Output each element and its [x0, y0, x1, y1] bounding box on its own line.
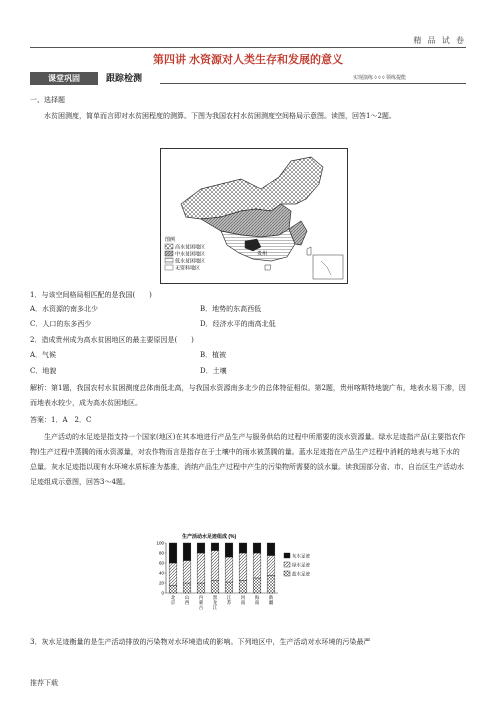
q3-stem: 3．灰水足迹衡量的是生产活动排放的污染物对水环境造成的影响。下列地区中，生产活动对水环境的污染最严 [30, 638, 371, 646]
bar-灰水足迹-山西 [183, 543, 191, 561]
map-legend [165, 236, 205, 272]
x-tick-label-黑龙江-1: 龙 [212, 600, 218, 605]
bar-灰水足迹-黑龙江 [211, 543, 219, 551]
bar-灰水足迹-北京 [169, 543, 177, 563]
page-title: 第四讲 水资源对人类生存和发展的意义 [152, 54, 344, 66]
bar-蓝水足迹-新疆 [267, 576, 275, 594]
x-tick-label-新疆-1: 疆 [268, 600, 274, 605]
map-hainan [265, 265, 271, 270]
legend-swatch-蓝水足迹 [284, 571, 290, 576]
bar-灰水足迹-新疆 [267, 543, 275, 556]
x-tick-label-河南-1: 南 [240, 600, 246, 605]
x-tick-label-内蒙古-0: 内 [198, 595, 204, 600]
bar-蓝水足迹-海南 [253, 578, 261, 593]
chart-svg [148, 531, 326, 619]
bar-蓝水足迹-北京 [169, 586, 177, 594]
bar-蓝水足迹-黑龙江 [211, 581, 219, 594]
y-tick-label-20: 20 [158, 580, 164, 586]
banner-rule [160, 83, 466, 84]
y-tick-label-100: 100 [156, 540, 164, 546]
bar-绿水足迹-新疆 [267, 556, 275, 576]
banner-title: 跟踪检测 [106, 73, 143, 83]
bar-绿水足迹-海南 [253, 553, 261, 578]
x-tick-label-山西-0: 山 [184, 595, 190, 600]
q1-option-a: A．水资源的南多北少 [30, 305, 99, 313]
bar-绿水足迹-山西 [183, 561, 191, 584]
x-tick-label-海南-1: 南 [254, 600, 260, 605]
bar-绿水足迹-黑龙江 [211, 551, 219, 581]
legend-low: 低水贫困地区 [175, 258, 206, 265]
x-tick-label-内蒙古-2: 古 [198, 605, 204, 610]
x-tick-label-黑龙江-2: 江 [212, 605, 218, 610]
map-taiwan [307, 247, 311, 255]
q2-option-a: A．气候 [30, 351, 57, 359]
q2-option-d: D．土壤 [200, 367, 227, 375]
bar-绿水足迹-河南 [239, 553, 247, 581]
x-tick-label-江苏-0: 江 [226, 595, 232, 600]
bar-蓝水足迹-江苏 [225, 582, 233, 593]
bar-灰水足迹-内蒙古 [197, 543, 205, 553]
banner-right: 实现演练 ◊ ◊ ◊ 领练提能 [353, 75, 406, 81]
water-footprint-chart [148, 531, 326, 619]
bar-绿水足迹-江苏 [225, 557, 233, 582]
bar-绿水足迹-内蒙古 [197, 553, 205, 583]
legend-none: 无资料地区 [175, 265, 201, 272]
bar-灰水足迹-河南 [239, 543, 247, 553]
bar-蓝水足迹-山西 [183, 583, 191, 593]
legend-label-绿水足迹: 绿水足迹 [292, 562, 310, 568]
x-tick-label-黑龙江-0: 黑 [212, 595, 218, 600]
q2-option-c: C．地貌 [30, 367, 57, 375]
section-heading: 一、选择题 [30, 96, 65, 104]
q2-stem: 2．造成贵州成为高水贫困地区的最主要原因是( ) [30, 336, 194, 344]
q1-stem: 1．与该空间格局相匹配的是我国( ) [30, 291, 152, 299]
q1-option-c: C．人口的东多西少 [30, 320, 92, 328]
y-tick-label-80: 80 [158, 550, 164, 556]
legend-swatch-绿水足迹 [284, 562, 290, 567]
x-tick-label-北京-0: 北 [170, 595, 176, 600]
x-tick-label-山西-1: 西 [184, 600, 190, 605]
legend-mid: 中水贫困地区 [175, 251, 206, 258]
bar-绿水足迹-北京 [169, 563, 177, 586]
legend-title: 图例 [165, 237, 176, 243]
label-guizhou: 贵州 [257, 251, 268, 257]
water-poverty-map [160, 148, 348, 284]
legend-label-蓝水足迹: 蓝水足迹 [292, 571, 310, 577]
intro2-paragraph: 生产活动的水足迹是指支持一个国家(地区)在其本地进行产品生产与服务供给的过程中所需要的淡水资源量。绿水足迹指产品(主要指农作物)生产过程中蒸腾的雨水资源量，对农作物而言是指存在于土壤中的雨水被蒸腾的量。蓝水足迹指在产品生产过程中消耗的地表与地下水的总量。灰水足迹指以现有水环境水质标准为基准，消纳产品生产过程中产生的污染物所需要的淡水量。读我国部分省、市、自治区生产活动水足迹组成示意图，回答3～4题。 [30, 433, 466, 486]
legend-high: 高水贫困地区 [175, 244, 206, 251]
y-tick-label-60: 60 [158, 560, 164, 566]
x-tick-label-江苏-1: 苏 [226, 600, 232, 605]
legend-label-灰水足迹: 灰水足迹 [292, 553, 310, 559]
header-rule [30, 47, 466, 48]
footer-text: 推荐下载 [30, 679, 58, 687]
y-tick-label-0: 0 [161, 590, 164, 596]
q1-option-d: D．经济水平的南高北低 [200, 320, 276, 328]
x-tick-label-新疆-0: 新 [268, 595, 274, 600]
bar-蓝水足迹-内蒙古 [197, 583, 205, 593]
x-tick-label-内蒙古-1: 蒙 [198, 600, 204, 605]
q1-option-b: B．地势的东高西低 [200, 305, 262, 313]
x-tick-label-海南-0: 海 [254, 595, 260, 600]
q2-option-b: B．植被 [200, 351, 227, 359]
bar-蓝水足迹-河南 [239, 581, 247, 594]
answer-line: 答案：1．A 2．C [30, 416, 92, 424]
banner-tag: 课堂巩固 [30, 72, 98, 85]
intro-paragraph: 水贫困测度，简单而言即对水贫困程度的测算。下图为我国农村水贫困测度空间格局示意图。读图，回答1～2题。 [44, 112, 396, 120]
y-tick-label-40: 40 [158, 570, 164, 576]
bar-灰水足迹-海南 [253, 543, 261, 553]
bar-灰水足迹-江苏 [225, 543, 233, 557]
map-inset [313, 255, 343, 279]
legend-swatch-灰水足迹 [284, 553, 290, 558]
x-tick-label-河南-0: 河 [240, 595, 246, 600]
chart-title: 生产活动水足迹组成 (%) [182, 534, 237, 540]
map-svg [161, 149, 347, 283]
header-tag: 精 品 试 卷 [413, 36, 466, 45]
analysis-paragraph: 解析：第1题，我国农村水贫困测度总体南低北高，与我国水资源南多北少的总体特征相似。第2题，贵州喀斯特地貌广布，地表水易下渗，因而地表水较少，成为高水贫困地区。 [30, 384, 466, 407]
x-tick-label-北京-1: 京 [170, 600, 176, 605]
section-banner [30, 72, 466, 85]
